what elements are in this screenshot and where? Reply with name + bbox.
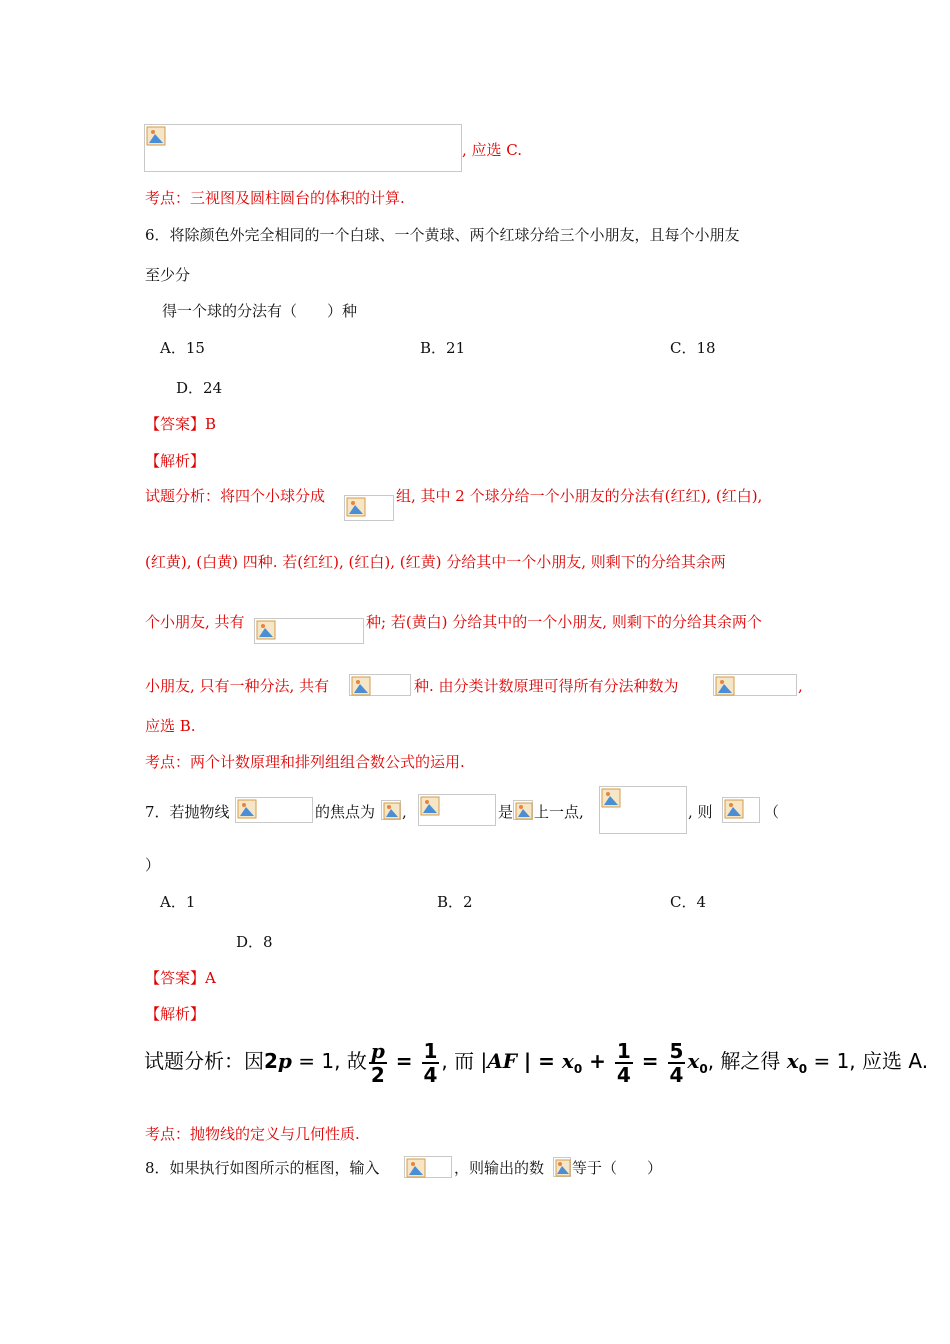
q8-stem-part3: 等于（ ）	[572, 1159, 663, 1177]
q7-option-a: A．1	[160, 893, 196, 911]
math-sub: 0	[573, 1062, 583, 1076]
frac-den: 4	[423, 1062, 438, 1087]
q6-analysis-line2: (红黄), (白黄) 四种. 若(红红), (红白), (红黄) 分给其中一个小朋友, 则剩下的分给其余两	[145, 553, 726, 571]
formula-image	[349, 674, 411, 696]
math-x: x	[786, 1049, 799, 1073]
q7-analysis-formula	[144, 1038, 928, 1088]
q6-answer: 【答案】B	[145, 415, 217, 433]
q6-analysis-line5: 应选 B.	[145, 717, 196, 735]
broken-image-icon	[724, 799, 744, 819]
broken-image-icon	[406, 1158, 426, 1178]
math-text: = 1, 应选 A.	[807, 1049, 929, 1073]
q6-analysis-line4b: 种. 由分类计数原理可得所有分法种数为	[414, 677, 679, 695]
q7-stem-part5: 上一点,	[534, 803, 584, 821]
q6-option-c: C．18	[670, 339, 716, 357]
fraction-1-over-4	[422, 1040, 440, 1086]
q7-analysis-text: 试题分析：因	[144, 1049, 264, 1073]
q6-stem-line1: 6．将除颜色外完全相同的一个白球、一个黄球、两个红球分给三个小朋友，且每个小朋友	[145, 226, 740, 244]
math-text: = 1, 故	[291, 1049, 367, 1073]
q6-option-b: B．21	[420, 339, 466, 357]
broken-image-icon	[601, 788, 621, 808]
broken-image-icon	[256, 620, 276, 640]
q7-stem-part3: ,	[402, 803, 407, 821]
kaodian-q5: 考点：三视图及圆柱圆台的体积的计算.	[145, 189, 405, 207]
math-p: p	[277, 1049, 292, 1073]
math-text: =	[388, 1049, 420, 1073]
frac-num: p	[370, 1038, 385, 1063]
formula-image	[144, 124, 462, 172]
q6-analysis-line4c: ,	[798, 677, 803, 695]
q6-analysis-line3b: 种; 若(黄白) 分给其中的一个小朋友, 则剩下的分给其余两个	[366, 613, 762, 631]
q7-option-b: B．2	[437, 893, 473, 911]
math-text: +	[582, 1049, 613, 1073]
fraction-5-over-4	[668, 1040, 686, 1086]
q6-option-a: A．15	[160, 339, 205, 357]
broken-image-icon	[555, 1159, 571, 1177]
formula-image	[381, 800, 401, 820]
q6-option-d: D．24	[176, 379, 223, 397]
q7-stem-part4: 是	[498, 803, 514, 821]
math-sub: 0	[798, 1062, 808, 1076]
math-text: , 解之得	[707, 1049, 787, 1073]
formula-image	[722, 797, 760, 823]
frac-num: 5	[669, 1038, 684, 1063]
q7-stem-part7: （	[764, 803, 780, 821]
math-2: 2	[264, 1049, 278, 1073]
formula-image	[404, 1156, 452, 1178]
formula-image	[713, 674, 797, 696]
formula-image	[513, 800, 533, 820]
q6-kaodian: 考点：两个计数原理和排列组组合数公式的运用.	[145, 753, 465, 771]
broken-image-icon	[515, 802, 533, 820]
math-x: x	[561, 1049, 574, 1073]
q6-analysis-line1a: 试题分析：将四个小球分成	[145, 487, 326, 505]
answer-choice-text: , 应选 C.	[462, 141, 523, 159]
broken-image-icon	[383, 802, 401, 820]
q7-kaodian: 考点：抛物线的定义与几何性质.	[145, 1125, 360, 1143]
frac-den: 2	[370, 1062, 385, 1087]
math-sub: 0	[699, 1062, 708, 1076]
broken-image-icon	[237, 799, 257, 819]
q8-stem-part1: 8．如果执行如图所示的框图，输入	[145, 1159, 380, 1177]
formula-image	[553, 1157, 571, 1177]
math-text: | =	[516, 1049, 562, 1073]
q7-option-d: D．8	[236, 933, 273, 951]
q6-stem-line3: 得一个球的分法有（ ）种	[162, 302, 358, 320]
q6-jiexi: 【解析】	[145, 452, 206, 470]
q6-stem-line2: 至少分	[145, 266, 191, 284]
fraction-p-over-2	[369, 1040, 387, 1086]
frac-num: 1	[616, 1038, 631, 1063]
q7-stem-part2: 的焦点为	[315, 803, 376, 821]
broken-image-icon	[351, 676, 371, 696]
formula-image	[254, 618, 364, 644]
formula-image	[235, 797, 313, 823]
frac-den: 4	[669, 1062, 684, 1087]
fraction-1-over-4	[615, 1040, 633, 1086]
q6-analysis-line3a: 个小朋友, 共有	[145, 613, 245, 631]
q8-stem-part2: ，则输出的数	[454, 1159, 545, 1177]
q6-analysis-line1b: 组, 其中 2 个球分给一个小朋友的分法有(红红), (红白),	[396, 487, 763, 505]
frac-num: 1	[423, 1038, 438, 1063]
math-af: AF	[487, 1049, 517, 1073]
broken-image-icon	[715, 676, 735, 696]
formula-image	[599, 786, 687, 834]
math-x: x	[687, 1049, 700, 1073]
q7-stem-part6: , 则	[688, 803, 713, 821]
q6-analysis-line4a: 小朋友, 只有一种分法, 共有	[145, 677, 330, 695]
formula-image	[344, 495, 394, 521]
q7-answer: 【答案】A	[145, 969, 216, 987]
frac-den: 4	[616, 1062, 631, 1087]
q7-option-c: C．4	[670, 893, 707, 911]
math-text: =	[634, 1049, 666, 1073]
broken-image-icon	[420, 796, 440, 816]
broken-image-icon	[346, 497, 366, 517]
q7-stem-part8: ）	[145, 856, 161, 874]
math-text: , 而 |	[441, 1049, 488, 1073]
formula-image	[418, 794, 496, 826]
broken-image-icon	[146, 126, 166, 146]
q7-stem-part1: 7．若抛物线	[145, 803, 230, 821]
q7-jiexi: 【解析】	[145, 1005, 206, 1023]
